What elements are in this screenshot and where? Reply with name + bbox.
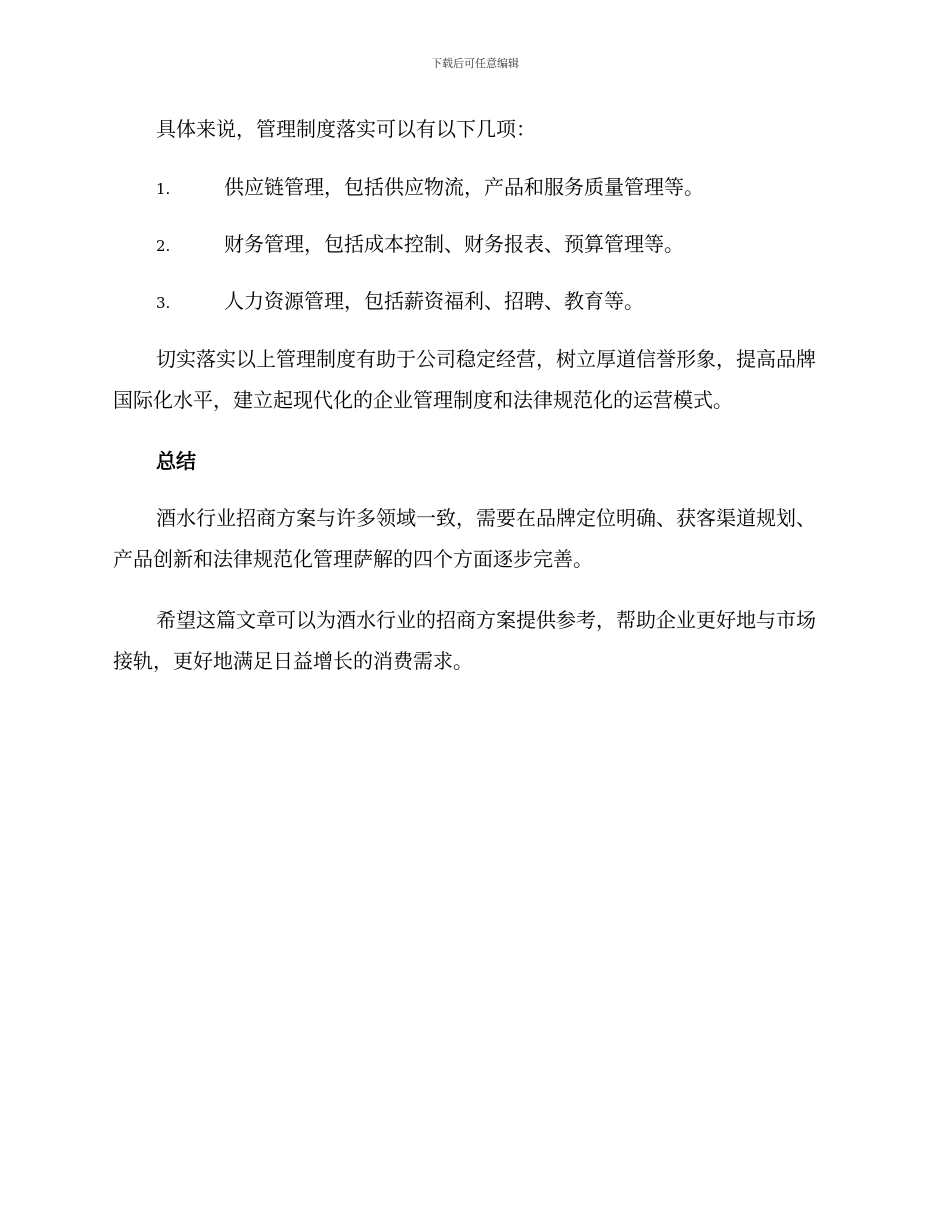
list-item: [156, 286, 836, 318]
page-header-note: 下载后可任意编辑: [431, 57, 519, 70]
body-paragraph-summary: 酒水行业招商方案与许多领域一致，需要在品牌定位明确、获客渠道规划、产品创新和法律规范化管理萨解的四个方面逐步完善。: [113, 506, 816, 571]
list-number: 3.: [156, 294, 171, 312]
list-number: 2.: [156, 237, 171, 255]
list-item: [156, 229, 836, 261]
intro-paragraph: 具体来说，管理制度落实可以有以下几项：: [156, 117, 536, 141]
list-item: [156, 172, 836, 204]
body-paragraph-closing: 希望这篇文章可以为酒水行业的招商方案提供参考，帮助企业更好地与市场接轨，更好地满足日益增长的消费需求。: [113, 608, 816, 673]
body-paragraph-management: 切实落实以上管理制度有助于公司稳定经营，树立厚道信誉形象，提高品牌国际化水平，建立起现代化的企业管理制度和法律规范化的运营模式。: [113, 347, 816, 412]
list-item-text: 人力资源管理，包括薪资福利、招聘、教育等。: [224, 289, 644, 313]
list-item-text: 财务管理，包括成本控制、财务报表、预算管理等。: [224, 232, 684, 256]
list-number: 1.: [156, 180, 171, 198]
section-heading-summary: 总结: [156, 449, 196, 473]
list-item-text: 供应链管理，包括供应物流，产品和服务质量管理等。: [224, 175, 704, 199]
